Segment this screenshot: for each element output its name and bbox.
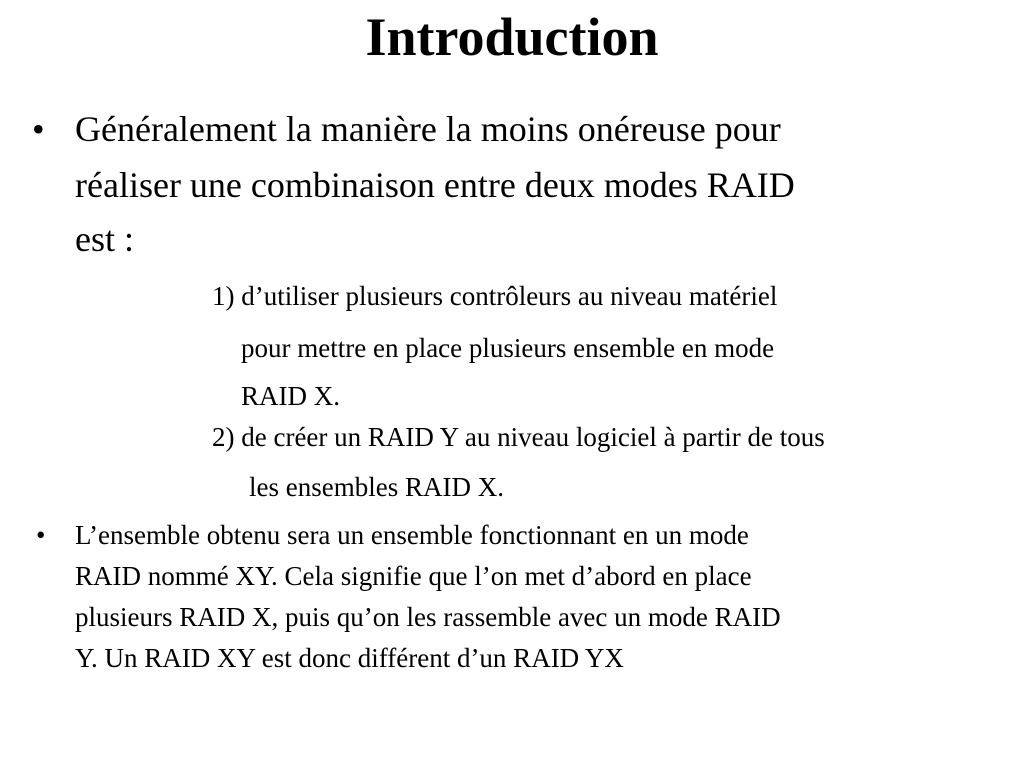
step-1-line-3: RAID X. bbox=[241, 381, 340, 411]
step-1-line-2: pour mettre en place plusieurs ensemble en mode bbox=[241, 333, 775, 363]
step-2-line-1: 2) de créer un RAID Y au niveau logiciel à partir de tous bbox=[212, 422, 825, 452]
slide-title: Introduction bbox=[365, 7, 659, 67]
step-1-line-1: 1) d’utiliser plusieurs contrôleurs au niveau matériel bbox=[212, 281, 778, 311]
bullet-2-line-4: Y. Un RAID XY est donc différent d’un RAID YX bbox=[75, 643, 624, 673]
bullet-2-line-1: L’ensemble obtenu sera un ensemble fonctionnant en un mode bbox=[75, 520, 749, 550]
bullet-1-line-2: réaliser une combinaison entre deux modes RAID bbox=[75, 165, 795, 205]
bullet-1-marker: • bbox=[32, 109, 45, 149]
bullet-2-marker: • bbox=[36, 520, 46, 550]
bullet-1-line-3: est : bbox=[75, 219, 134, 259]
bullet-2-line-3: plusieurs RAID X, puis qu’on les rassemble avec un mode RAID bbox=[75, 602, 781, 632]
bullet-2-line-2: RAID nommé XY. Cela signifie que l’on met d’abord en place bbox=[75, 561, 752, 591]
bullet-1-line-1: Généralement la manière la moins onéreuse pour bbox=[75, 109, 781, 149]
step-2-line-2: les ensembles RAID X. bbox=[249, 472, 504, 502]
